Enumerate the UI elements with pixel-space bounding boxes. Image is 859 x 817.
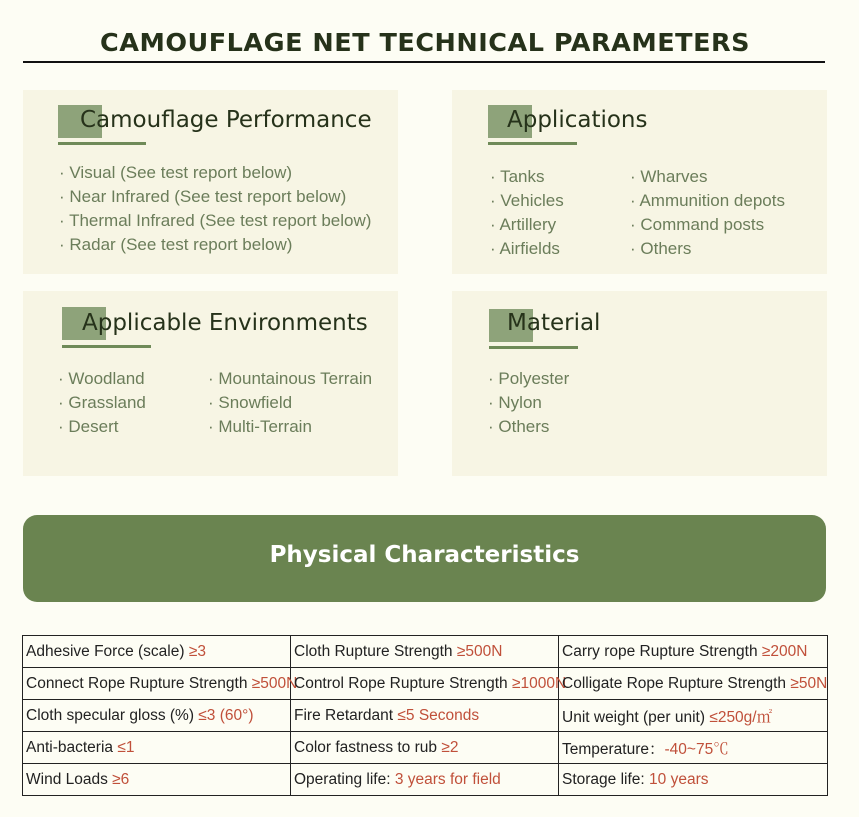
spec-cell [559,764,828,796]
spec-cell [23,732,291,764]
list-item: · Desert [58,417,119,436]
spec-label: Operating life: [294,770,395,788]
spec-label: Temperature： [562,740,665,758]
list-item: · Near Infrared (See test report below) [59,187,347,206]
list-item: · Woodland [58,369,145,388]
physical-characteristics-banner [23,515,826,602]
list-item: · Grassland [58,393,146,412]
list-item: · Snowfield [208,393,293,412]
list-item: · Radar (See test report below) [59,235,293,254]
spec-label: Storage life: [562,770,650,788]
spec-value: ≥500N [456,642,503,660]
spec-cell [559,668,828,700]
list-item: · Others [630,239,692,258]
list-item: · Thermal Infrared (See test report below) [59,211,372,230]
list-item: · Artillery [490,215,557,234]
table-row [23,668,828,700]
table-row [23,764,828,796]
spec-label: Unit weight (per unit) [562,708,710,726]
card-applicable-environments [23,291,398,476]
list-item: · Command posts [630,215,765,234]
table-row [23,700,828,732]
spec-cell [291,700,559,732]
card-underline [488,142,577,145]
page-title: CAMOUFLAGE NET TECHNICAL PARAMETERS [99,28,751,57]
spec-value: ≥1000N [511,674,567,692]
table-row [23,636,828,668]
spec-value: ≥3 [188,642,206,660]
spec-label: Cloth Rupture Strength [294,642,457,660]
spec-cell [23,700,291,732]
card-underline [489,346,578,349]
card-camouflage-performance [23,90,398,274]
title-divider [23,61,825,63]
spec-value: ≥500N [251,674,298,692]
spec-value: ≤5 Seconds [397,706,480,724]
card-title: Material [507,310,601,336]
spec-label: Wind Loads [26,770,113,788]
spec-label: Colligate Rope Rupture Strength [562,674,791,692]
spec-label: Fire Retardant [294,706,398,724]
spec-value: ≤250g/㎡ [709,708,773,726]
banner-title: Physical Characteristics [269,542,580,568]
specs-table [22,635,828,796]
list-item: · Polyester [488,369,570,388]
spec-cell [291,732,559,764]
spec-label: Cloth specular gloss (%) [26,706,199,724]
spec-cell [559,700,828,732]
list-item: · Tanks [490,167,545,186]
card-title: Applications [507,107,648,133]
spec-value: 3 years for field [394,770,501,788]
card-title: Camouflage Performance [80,107,372,133]
spec-value: -40~75℃ [664,740,729,758]
list-item: · Vehicles [490,191,564,210]
spec-value: ≤3 (60°) [198,706,254,724]
card-underline [62,345,151,348]
spec-cell [291,764,559,796]
list-item: · Wharves [630,167,708,186]
spec-label: Control Rope Rupture Strength [294,674,512,692]
spec-label: Connect Rope Rupture Strength [26,674,252,692]
spec-value: ≥2 [441,738,459,756]
spec-value: ≥200N [761,642,808,660]
spec-value: 10 years [649,770,709,788]
spec-label: Adhesive Force (scale) [26,642,189,660]
list-item: · Others [488,417,550,436]
spec-cell [559,732,828,764]
spec-value: ≥6 [112,770,130,788]
spec-label: Anti-bacteria [26,738,118,756]
spec-cell [23,668,298,700]
card-material [452,291,827,476]
card-applications [452,90,827,274]
list-item: · Ammunition depots [630,191,785,210]
spec-cell [23,636,291,668]
spec-label: Color fastness to rub [294,738,442,756]
spec-cell [291,636,559,668]
card-underline [58,142,146,145]
card-title: Applicable Environments [82,310,368,336]
list-item: · Mountainous Terrain [208,369,373,388]
list-item: · Multi-Terrain [208,417,312,436]
spec-label: Carry rope Rupture Strength [562,642,762,660]
list-item: · Visual (See test report below) [59,163,293,182]
table-row [23,732,828,764]
spec-cell [559,636,828,668]
list-item: · Airfields [490,239,560,258]
spec-value: ≤1 [117,738,135,756]
list-item: · Nylon [488,393,542,412]
spec-cell [23,764,291,796]
spec-value: ≥50N [790,674,828,692]
spec-cell [291,668,567,700]
